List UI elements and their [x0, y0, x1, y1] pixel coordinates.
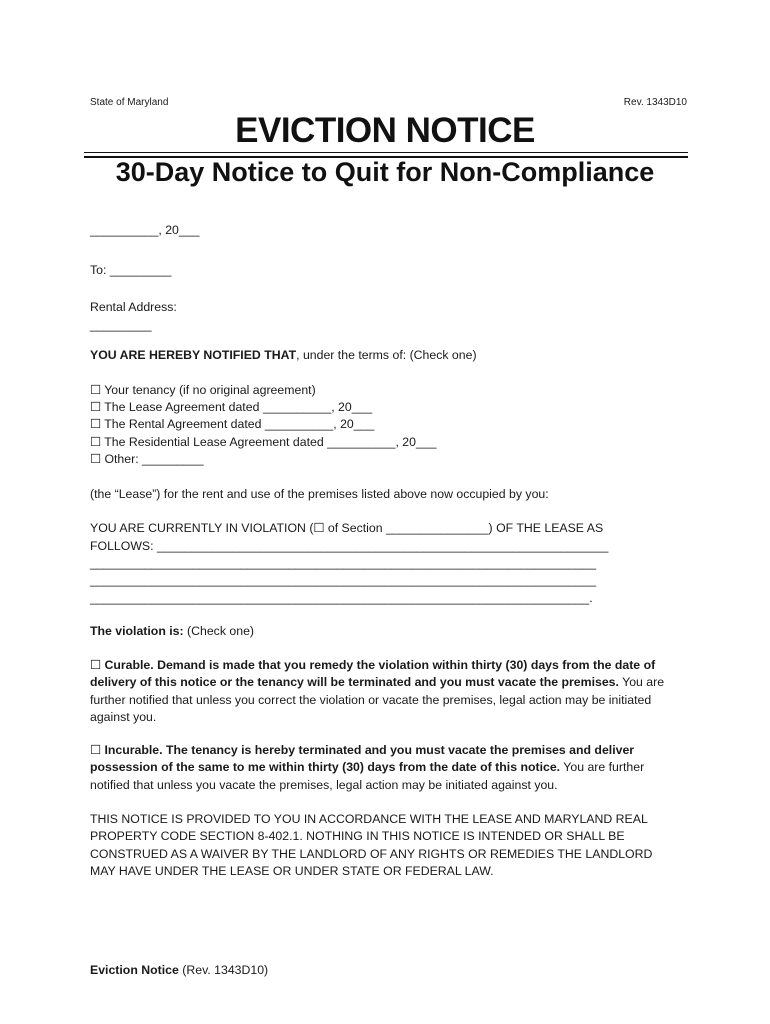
curable-paragraph: [90, 657, 678, 727]
option-lease-agreement: ☐ The Lease Agreement dated __________, 20___: [90, 400, 373, 414]
curable-checkbox: ☐: [90, 658, 102, 672]
incurable-paragraph: [90, 742, 678, 794]
incurable-checkbox: ☐: [90, 743, 102, 757]
title-rule-top: [84, 152, 688, 153]
footer: [90, 963, 268, 977]
curable-bold: Curable. Demand is made that you remedy the violation within thirty (30) days from the date of delivery of this notice or the tenancy will be terminated and you must vacate the premises.: [90, 658, 656, 690]
rental-address-blank: _________: [90, 318, 152, 332]
rental-address-label: Rental Address:: [90, 300, 177, 314]
incurable-bold: Incurable. The tenancy is hereby terminated and you must vacate the premises and deliver possession of the same to me within thirty (30) days from the date of this notice.: [90, 743, 635, 775]
violation-is-line: [90, 623, 254, 640]
violation-line-4: __________________________________________________________________________: [90, 573, 597, 587]
legal-notice-paragraph: THIS NOTICE IS PROVIDED TO YOU IN ACCORDANCE WITH THE LEASE AND MARYLAND REAL PROPERTY CODE SECTION 8-402.1. NOTHING IN THIS NOTICE IS INTENDED OR SHALL BE CONSTRUED AS A WAIVER BY THE LANDLORD OF ANY RIGHTS OR REMEDIES THE LANDLORD MAY HAVE UNDER THE LEASE OR UNDER STATE OR FEDERAL LAW.: [90, 812, 653, 879]
violation-is-bold: The violation is:: [90, 624, 184, 638]
page-subtitle: 30-Day Notice to Quit for Non-Compliance: [115, 157, 655, 187]
option-other: ☐ Other: _________: [90, 452, 204, 466]
violation-line-3: __________________________________________________________________________: [90, 556, 597, 570]
notified-bold: YOU ARE HEREBY NOTIFIED THAT: [90, 348, 297, 362]
violation-line-2: FOLLOWS: __________________________________________________________________: [90, 539, 609, 553]
page-title: EVICTION NOTICE: [235, 111, 535, 150]
footer-bold: Eviction Notice: [90, 963, 179, 977]
header-state: State of Maryland: [90, 97, 169, 108]
to-line: To: _________: [90, 263, 172, 277]
notified-line: [90, 347, 477, 364]
footer-rest: (Rev. 1343D10): [178, 963, 269, 977]
date-line: __________, 20___: [90, 223, 200, 237]
violation-line-1: YOU ARE CURRENTLY IN VIOLATION (☐ of Section _______________) OF THE LEASE AS: [90, 521, 604, 535]
option-your-tenancy: ☐ Your tenancy (if no original agreement): [90, 383, 316, 397]
option-residential-lease: ☐ The Residential Lease Agreement dated __________, 20___: [90, 435, 437, 449]
notified-rest: , under the terms of: (Check one): [296, 348, 477, 362]
incurable-rest: You are further notified that unless you vacate the premises, legal action may be initiated against you.: [90, 760, 645, 792]
option-rental-agreement: ☐ The Rental Agreement dated __________, 20___: [90, 417, 375, 431]
lease-line: (the “Lease”) for the rent and use of the premises listed above now occupied by you:: [90, 487, 549, 501]
violation-is-rest: (Check one): [183, 624, 255, 638]
header-revision: Rev. 1343D10: [623, 97, 687, 108]
violation-line-5: _________________________________________________________________________.: [90, 591, 593, 605]
curable-rest: You are further notified that unless you correct the violation or vacate the premises, legal action may be initiated against you.: [90, 675, 665, 725]
